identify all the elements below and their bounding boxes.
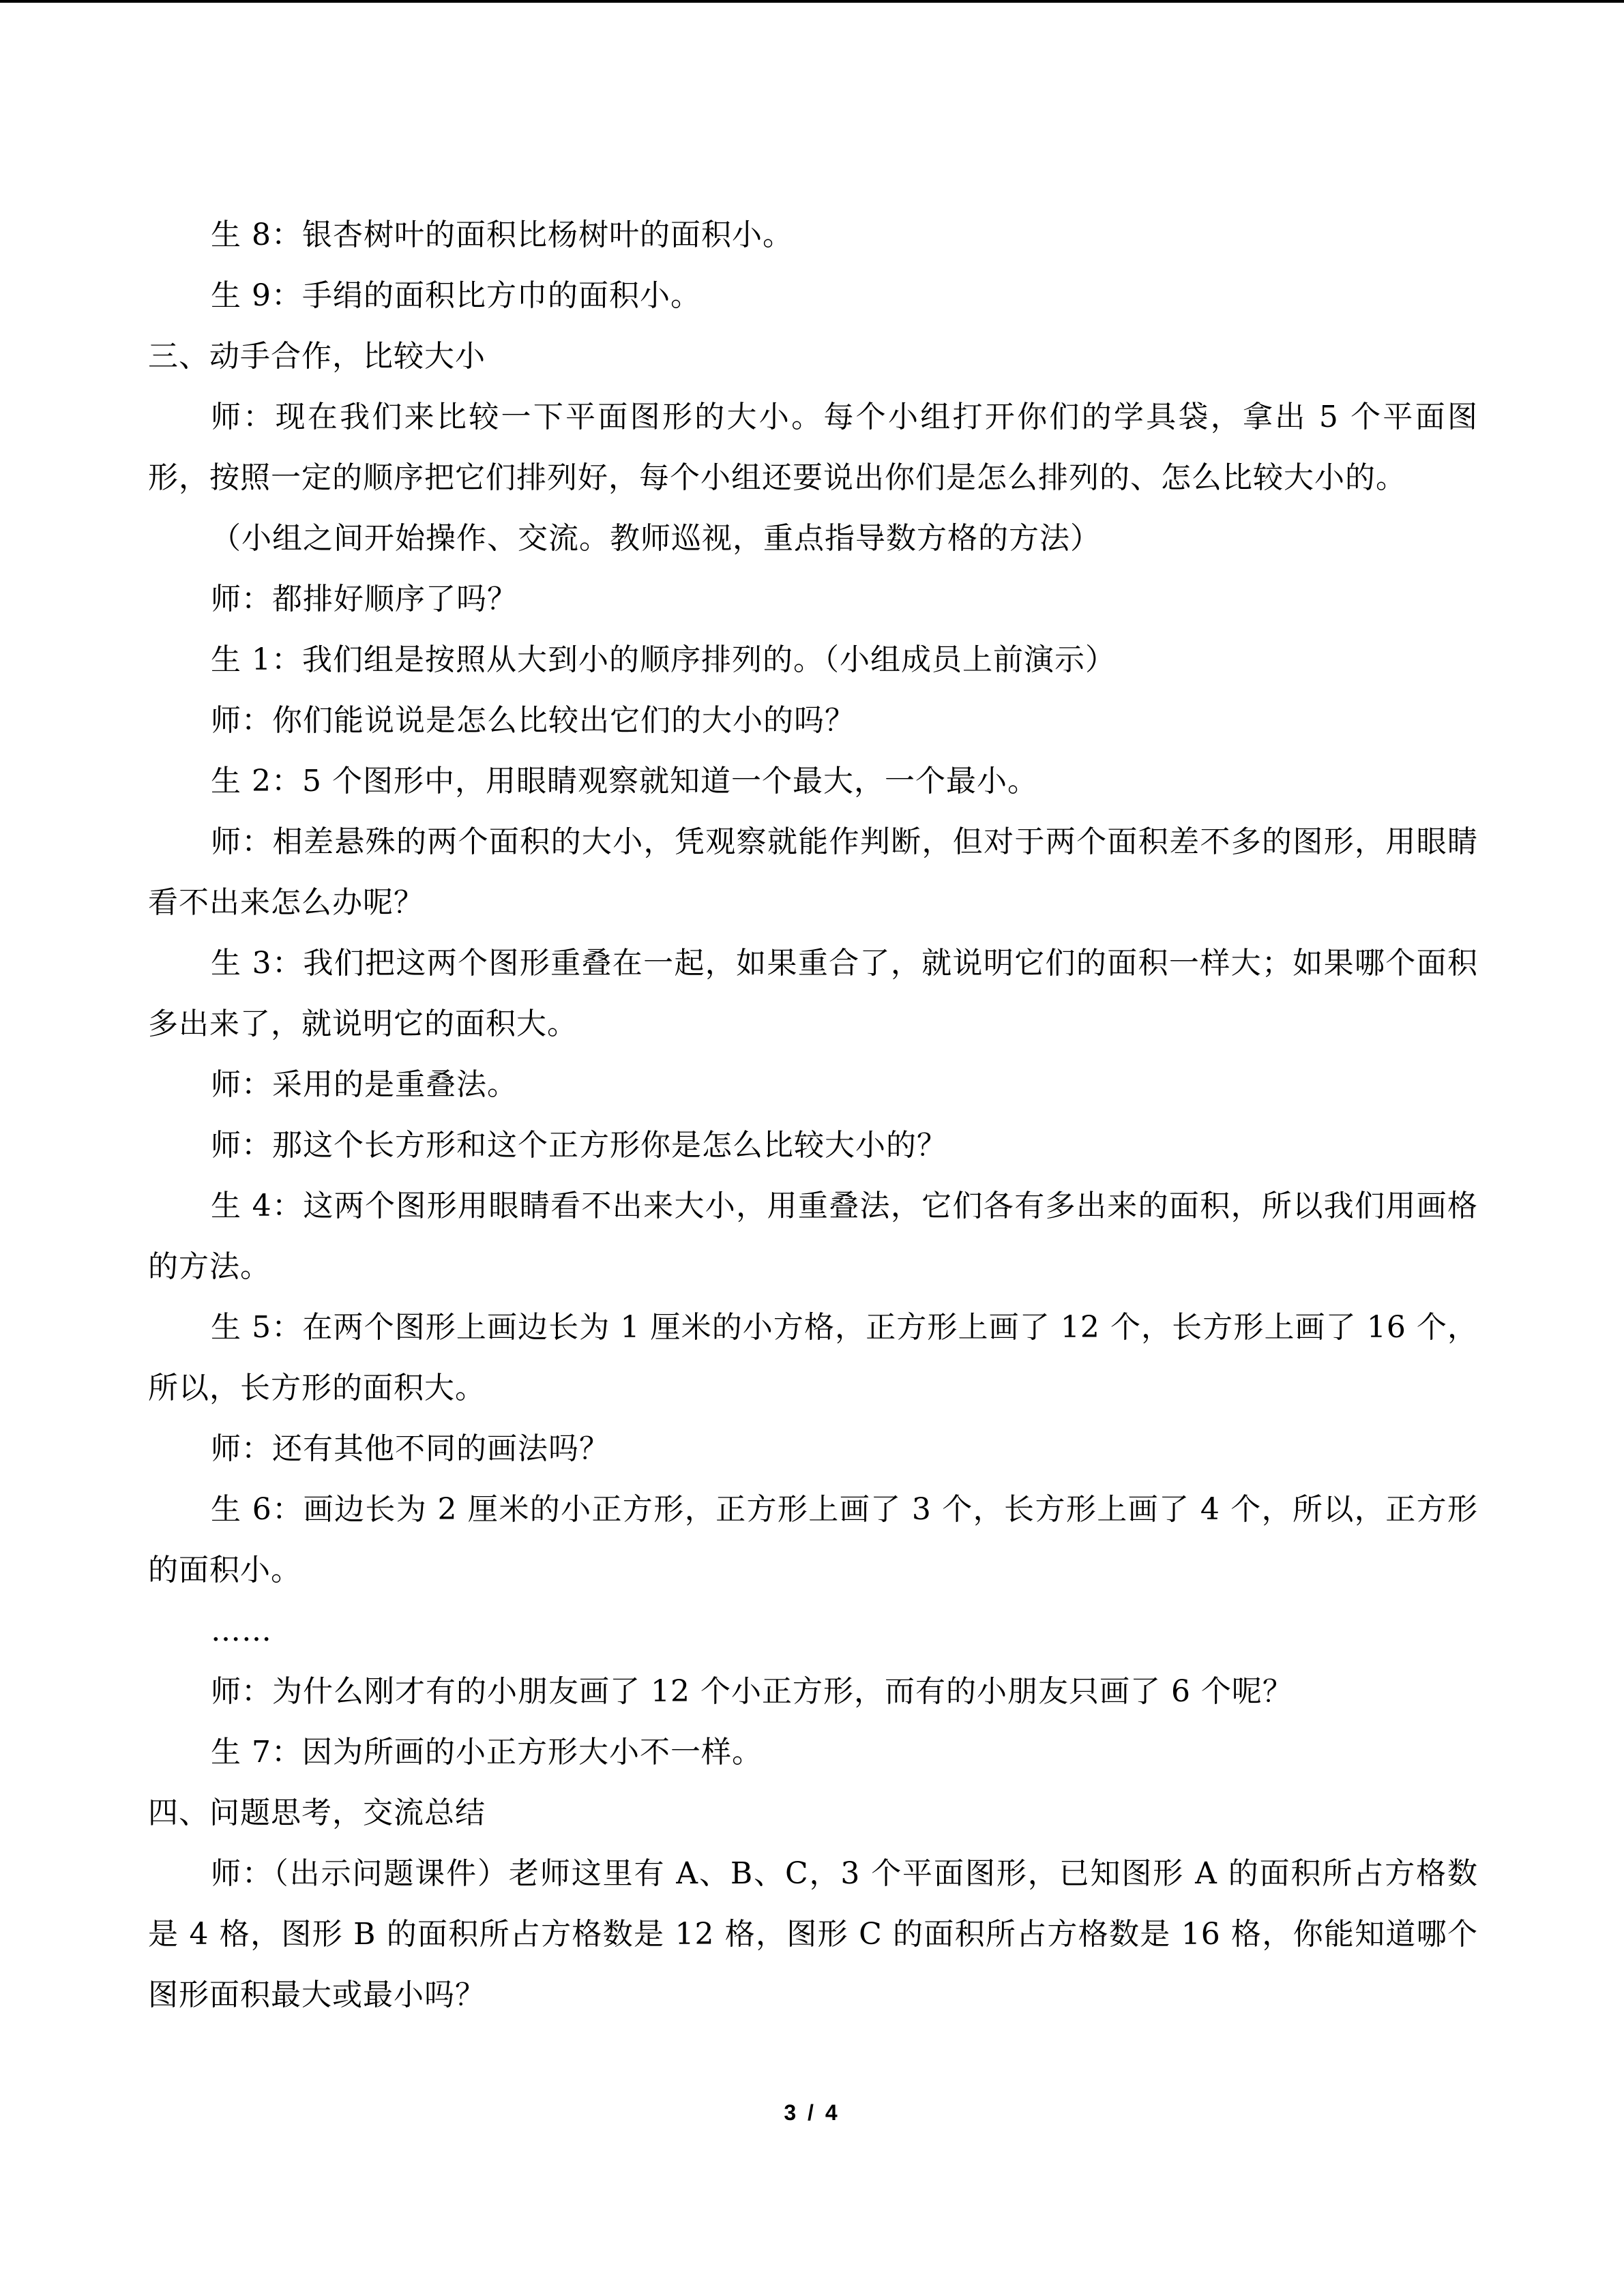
paragraph-student-7: 生 7：因为所画的小正方形大小不一样。 xyxy=(211,1735,763,1770)
paragraph-teacher-question-3: 师：相差悬殊的两个面积的大小，凭观察就能作判断，但对于两个面积差不多的图形，用眼睛看不出来怎么办呢？ xyxy=(148,824,1478,920)
section-heading-3: 三、动手合作，比较大小 xyxy=(148,339,486,374)
paragraph-teacher-instructions: 师：现在我们来比较一下平面图形的大小。每个小组打开你们的学具袋，拿出 5 个平面图形，按照一定的顺序把它们排列好，每个小组还要说出你们是怎么排列的、怎么比较大小的。 xyxy=(148,400,1478,495)
document-body xyxy=(148,205,1478,2025)
paragraph-student-6: 生 6：画边长为 2 厘米的小正方形，正方形上画了 3 个，长方形上画了 4 个，所以，正方形的面积小。 xyxy=(148,1492,1478,1587)
page-number: 3 / 4 xyxy=(784,2100,840,2125)
paragraph-student-5: 生 5：在两个图形上画边长为 1 厘米的小方格，正方形上画了 12 个，长方形上画了 16 个，所以，长方形的面积大。 xyxy=(148,1310,1478,1405)
section-heading-4: 四、问题思考，交流总结 xyxy=(148,1795,486,1830)
paragraph-teacher-overlap: 师：采用的是重叠法。 xyxy=(211,1067,518,1102)
paragraph-teacher-question-2: 师：你们能说说是怎么比较出它们的大小的吗？ xyxy=(211,703,855,738)
paragraph-student-4: 生 4：这两个图形用眼睛看不出来大小，用重叠法，它们各有多出来的面积，所以我们用画格的方法。 xyxy=(148,1189,1478,1284)
paragraph-teacher-question-1: 师：都排好顺序了吗？ xyxy=(211,582,518,616)
paragraph-student-1: 生 1：我们组是按照从大到小的顺序排列的。（小组成员上前演示） xyxy=(211,642,1116,677)
paragraph-student-9: 生 9：手绢的面积比方巾的面积小。 xyxy=(211,278,701,313)
paragraph-teacher-question-4: 师：那这个长方形和这个正方形你是怎么比较大小的？ xyxy=(211,1128,947,1163)
paragraph-stage-direction: （小组之间开始操作、交流。教师巡视，重点指导数方格的方法） xyxy=(211,521,1101,556)
paragraph-teacher-question-5: 师：还有其他不同的画法吗？ xyxy=(211,1431,610,1466)
paragraph-student-3: 生 3：我们把这两个图形重叠在一起，如果重合了，就说明它们的面积一样大；如果哪个面积多出来了，就说明它的面积大。 xyxy=(148,946,1478,1041)
paragraph-student-8: 生 8：银杏树叶的面积比杨树叶的面积小。 xyxy=(211,218,793,252)
paragraph-ellipsis: …… xyxy=(211,1613,272,1648)
paragraph-teacher-question-6: 师：为什么刚才有的小朋友画了 12 个小正方形，而有的小朋友只画了 6 个呢？ xyxy=(211,1674,1293,1709)
paragraph-student-2: 生 2：5 个图形中，用眼睛观察就知道一个最大，一个最小。 xyxy=(211,764,1038,799)
paragraph-teacher-problem: 师：（出示问题课件）老师这里有 A、B、C，3 个平面图形，已知图形 A 的面积所占方格数是 4 格，图形 B 的面积所占方格数是 12 格，图形 C 的面积所占方格数是 16 格，你能知道哪个图形面积最大或最小吗？ xyxy=(148,1856,1478,2012)
page-top-border xyxy=(0,0,1624,3)
